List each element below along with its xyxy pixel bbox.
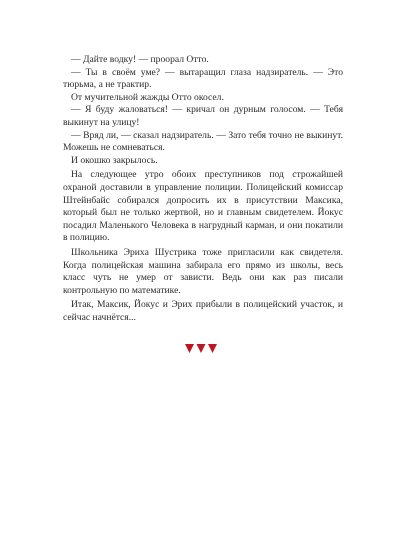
body-text (63, 54, 343, 324)
section-ornament (0, 344, 402, 356)
paragraph: — Я буду жаловаться! — кричал он дурным голосом. — Тебя выкинут на улицу! (63, 104, 343, 128)
paragraph: И окошко закрылось. (71, 154, 158, 166)
paragraph: — Вряд ли, — сказал надзиратель. — Зато тебя точно не выкинут. Можешь не сомневаться. (63, 129, 343, 154)
triangle-ornament-icon (185, 344, 217, 354)
paragraph: Итак, Максик, Йокус и Эрих прибыли в полицейский участок, и сейчас начнётся... (63, 299, 343, 323)
paragraph: Школьника Эриха Шустрика тоже пригласили как свидетеля. Когда полицейская машина забирала его прямо из школы, весь класс чуть не умер от зависти. Ведь они как раз писали контрольную по математике. (63, 246, 343, 296)
ornament-triangle (197, 344, 206, 353)
paragraph: На следующее утро обоих преступников под строжайшей охраной доставили в управление полиции. Полицейский комиссар Штейнбайс собирался допросить их в присутствии Максика, который был не только жертвой, но и главным свидетелем. Йокус посадил Маленького Человека в нагрудный карман, и они покатили в полицию. (63, 169, 343, 244)
paragraph: — Дайте водку! — проорал Отто. (71, 54, 209, 65)
ornament-triangle (208, 344, 217, 353)
ornament-triangle (185, 344, 194, 353)
paragraph: — Ты в своём уме? — вытаращил глаза надзиратель. — Это тюрьма, а не трактир. (63, 66, 343, 91)
paragraph: От мучительной жажды Отто окосел. (71, 91, 224, 103)
